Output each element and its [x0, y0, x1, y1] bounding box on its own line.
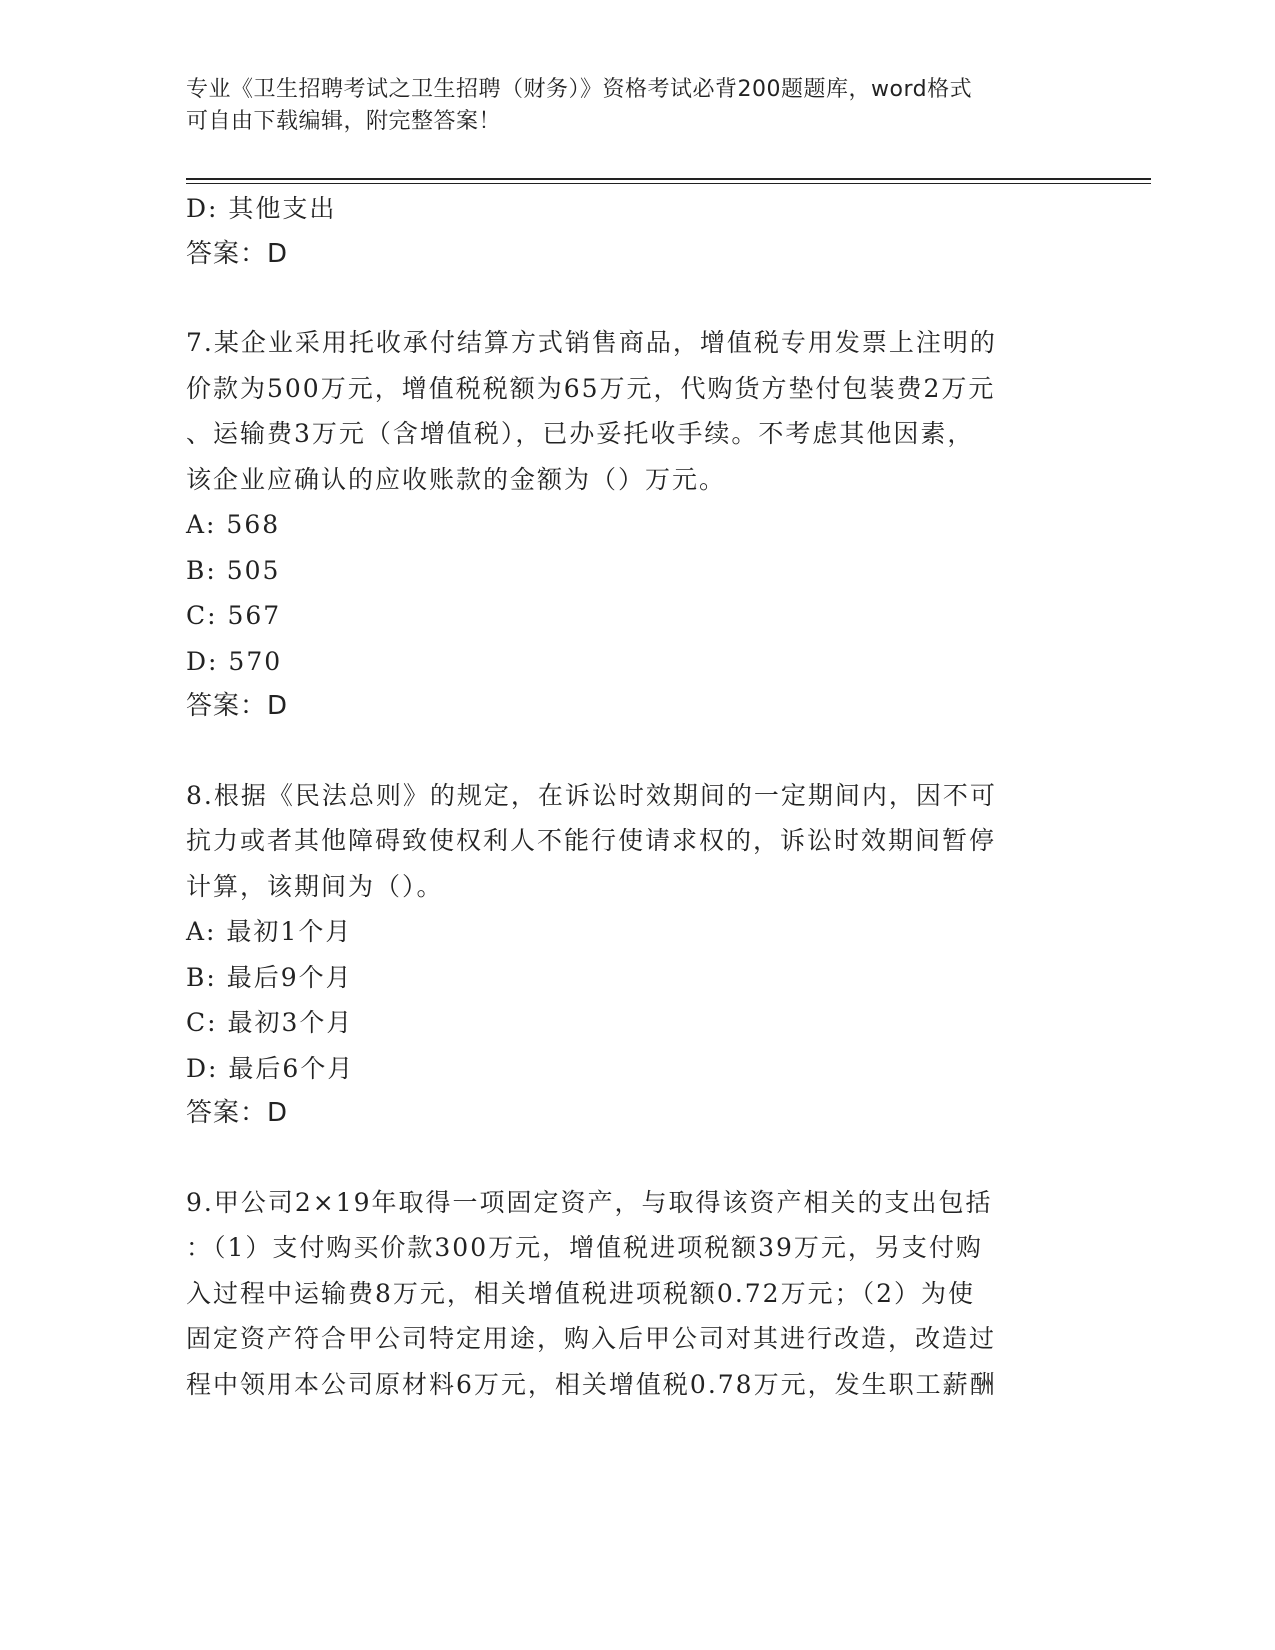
option-c: C: 567 [186, 601, 282, 630]
option-c: C: 最初3个月 [186, 1008, 354, 1037]
question-stem-line: 抗力或者其他障碍致使权利人不能行使请求权的，诉讼时效期间暂停 [186, 826, 997, 855]
question-stem-line: 7.某企业采用托收承付结算方式销售商品，增值税专用发票上注明的 [186, 328, 997, 357]
option-d: D: 最后6个月 [186, 1053, 355, 1083]
question-stem-line: 该企业应确认的应收账款的金额为（）万元。 [186, 464, 727, 494]
question-stem-line: 固定资产符合甲公司特定用途，购入后甲公司对其进行改造，改造过 [186, 1324, 997, 1353]
question-stem-line: 价款为500万元，增值税税额为65万元，代购货方垫付包装费2万元 [186, 373, 996, 403]
spacer [186, 1137, 1086, 1180]
option-b: B: 505 [186, 555, 281, 585]
question-stem-line: 计算，该期间为（）。 [186, 871, 444, 901]
option-d: D: 570 [186, 646, 283, 676]
question-9 [186, 1180, 1086, 1408]
option-b: B: 最后9个月 [186, 962, 353, 992]
header-divider-thick [186, 178, 1151, 180]
answer-line: 答案：D [186, 691, 289, 721]
question-stem-line: 入过程中运输费8万元，相关增值税进项税额0.72万元；（2）为使 [186, 1278, 975, 1308]
question-stem-line: 9.甲公司2×19年取得一项固定资产，与取得该资产相关的支出包括 [186, 1187, 993, 1217]
question-7 [186, 320, 1086, 730]
question-stem-line: 8.根据《民法总则》的规定，在诉讼时效期间的一定期间内，因不可 [186, 780, 997, 810]
header-title-line-2: 可自由下载编辑，附完整答案！ [186, 109, 502, 134]
header-divider-thin [186, 183, 1151, 184]
spacer [186, 730, 1086, 773]
option-d: D: 其他支出 [186, 194, 337, 223]
question-stem-line: 、运输费3万元（含增值税），已办妥托收手续。不考虑其他因素， [186, 419, 975, 448]
question-8 [186, 773, 1086, 1137]
option-a: A: 568 [186, 510, 281, 539]
answer-line: 答案：D [186, 238, 289, 269]
spacer [186, 277, 1086, 320]
previous-question-tail [186, 186, 1086, 277]
header-title-line-1: 专业《卫生招聘考试之卫生招聘（财务）》资格考试必背200题题库，word格式 [186, 77, 973, 102]
question-stem-line: ：（1）支付购买价款300万元，增值税进项税额39万元，另支付购 [186, 1233, 983, 1262]
question-content [186, 186, 1086, 1407]
answer-line: 答案：D [186, 1098, 289, 1128]
document-header [186, 74, 1066, 138]
question-stem-line: 程中领用本公司原材料6万元，相关增值税0.78万元，发生职工薪酬 [186, 1369, 997, 1399]
option-a: A: 最初1个月 [186, 917, 353, 946]
